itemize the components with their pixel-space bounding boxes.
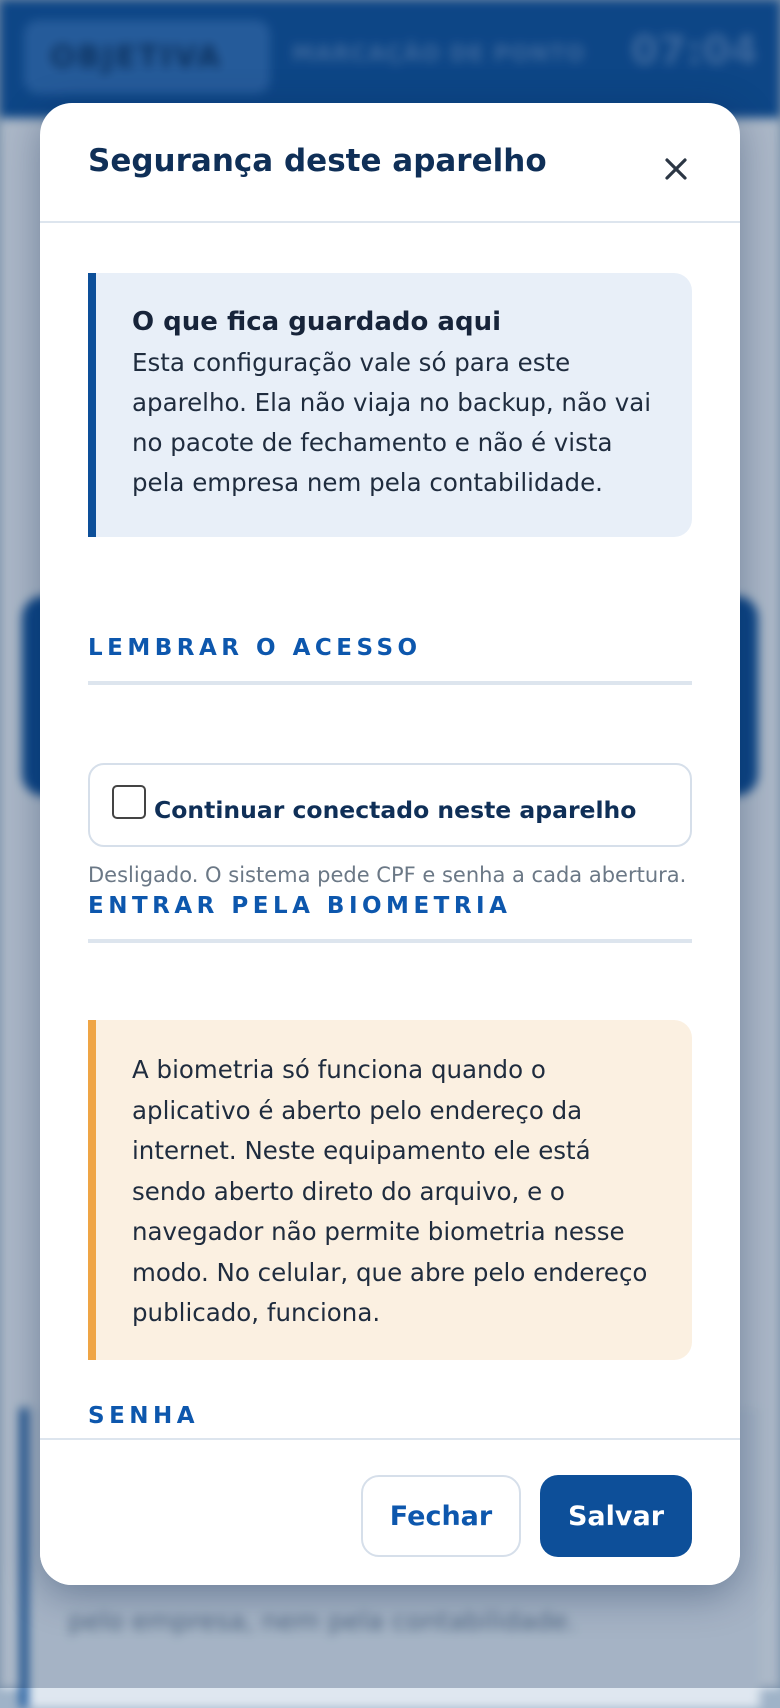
clock-time: 07:04 xyxy=(630,28,758,74)
modal-title: Segurança deste aparelho xyxy=(88,143,547,179)
security-modal xyxy=(40,103,740,1585)
brand-logo: OBJETIVA xyxy=(24,20,270,94)
modal-body[interactable] xyxy=(88,223,692,1541)
close-footer-button[interactable]: Fechar xyxy=(361,1475,521,1557)
section-title-remember: LEMBRAR O ACESSO xyxy=(88,635,692,685)
modal-header xyxy=(40,103,740,223)
biometrics-warning-text: A biometria só funciona quando o aplicativo é aberto pelo endereço da internet. Neste equipamento ele está sendo aberto direto do arquivo, e o navegador não permite biometria nesse modo. No celular, que abre pelo endereço publicado, funciona. xyxy=(132,1055,648,1327)
section-title-password: SENHA xyxy=(88,1403,692,1453)
remember-me-label[interactable]: Continuar conectado neste aparelho xyxy=(154,796,637,824)
background-subtitle: MARCAÇÃO DE PONTO xyxy=(292,42,586,67)
remember-me-helper: Desligado. O sistema pede CPF e senha a cada abertura. xyxy=(88,863,687,887)
remember-me-option[interactable] xyxy=(88,763,692,847)
section-title-biometrics: ENTRAR PELA BIOMETRIA xyxy=(88,893,692,943)
modal-footer xyxy=(40,1438,740,1585)
close-icon xyxy=(656,149,696,189)
save-button[interactable]: Salvar xyxy=(540,1475,692,1557)
info-box xyxy=(88,273,692,537)
info-title: O que fica guardado aqui xyxy=(132,307,501,337)
background-notice-text: pelo empresa, nem pela contabilidade. xyxy=(68,1607,577,1637)
remember-me-checkbox[interactable] xyxy=(112,785,146,819)
close-button[interactable] xyxy=(656,149,696,189)
biometrics-warning xyxy=(88,1020,692,1360)
info-text: Esta configuração vale só para este aparelho. Ela não viaja no backup, não vai no pacote de fechamento e não é vista pela empresa nem pela contabilidade. xyxy=(132,348,652,497)
